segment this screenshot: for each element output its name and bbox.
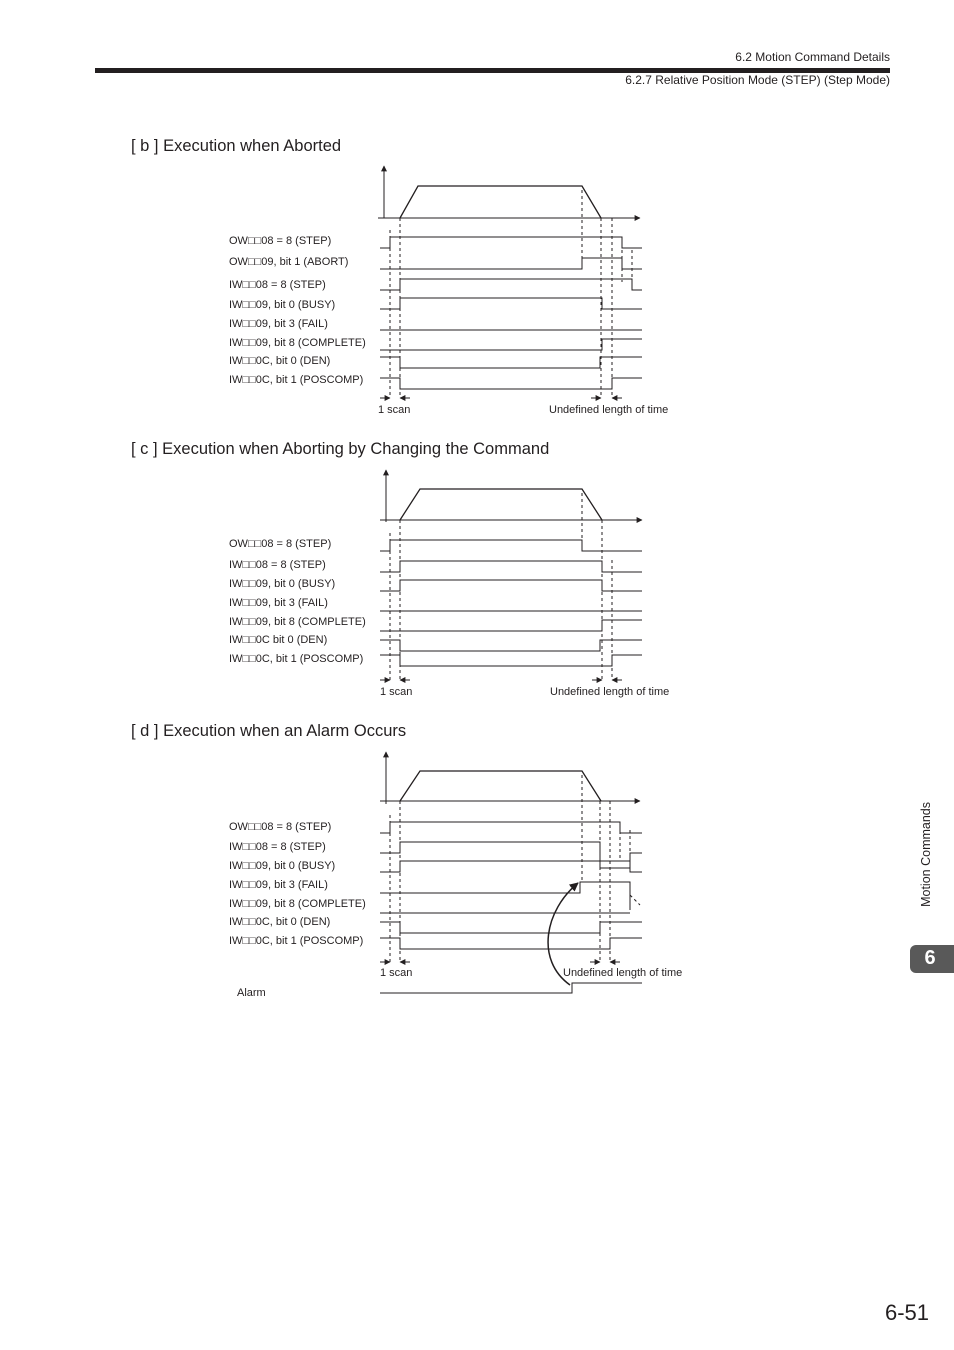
label-b-1: OW□□08 = 8 (STEP) [229,235,332,247]
label-c-5: IW□□09, bit 8 (COMPLETE) [229,616,366,628]
wave-d-den [380,922,642,933]
label-d-2: IW□□08 = 8 (STEP) [229,841,326,853]
speed-profile-b [400,186,601,218]
wave-b-poscomp [380,378,642,389]
wave-d-ow08 [380,822,642,833]
chapter-tab [910,945,954,973]
wave-c-iw08 [380,561,642,572]
section-d-title: [ d ] Execution when an Alarm Occurs [131,722,407,740]
label-d-6: IW□□0C, bit 0 (DEN) [229,916,331,928]
label-c-4: IW□□09, bit 3 (FAIL) [229,597,328,609]
wave-b-complete [380,339,642,350]
scan-label-b: 1 scan [378,404,411,416]
chapter-number: 6 [924,947,936,969]
wave-c-complete [380,620,642,631]
header-subsection: 6.2.7 Relative Position Mode (STEP) (Step Mode) [625,73,890,87]
chapter-title-vertical: Motion Commands [919,802,933,907]
wave-c-poscomp [380,655,642,666]
undefined-label-c: Undefined length of time [550,686,670,698]
speed-profile-d [400,771,601,801]
wave-b-den [380,357,642,368]
page-number: 6-51 [884,1300,929,1325]
label-c-6: IW□□0C bit 0 (DEN) [229,634,328,646]
diagram-d [380,752,642,993]
wave-d-alarm [380,983,642,993]
wave-d-busy [380,861,642,872]
label-d-7: IW□□0C, bit 1 (POSCOMP) [229,935,364,947]
label-d-5: IW□□09, bit 8 (COMPLETE) [229,898,366,910]
alarm-label: Alarm [237,987,266,999]
label-d-3: IW□□09, bit 0 (BUSY) [229,860,336,872]
section-b-title: [ b ] Execution when Aborted [131,137,342,155]
scan-label-d: 1 scan [380,967,413,979]
speed-profile-c [400,489,602,520]
label-b-8: IW□□0C, bit 1 (POSCOMP) [229,374,364,386]
label-b-2: OW□□09, bit 1 (ABORT) [229,256,349,268]
label-b-3: IW□□08 = 8 (STEP) [229,279,326,291]
wave-b-busy [380,298,642,309]
scan-label-c: 1 scan [380,686,413,698]
label-b-4: IW□□09, bit 0 (BUSY) [229,299,336,311]
diagram-d-labels [229,821,682,999]
wave-b-abort [380,258,642,269]
label-b-5: IW□□09, bit 3 (FAIL) [229,318,328,330]
wave-c-den [380,640,642,651]
wave-c-busy [380,580,642,591]
label-d-4: IW□□09, bit 3 (FAIL) [229,879,328,891]
section-c-title: [ c ] Execution when Aborting by Changing the Command [131,440,550,458]
label-c-1: OW□□08 = 8 (STEP) [229,538,332,550]
wave-c-ow08 [380,540,642,551]
label-c-2: IW□□08 = 8 (STEP) [229,559,326,571]
label-c-7: IW□□0C, bit 1 (POSCOMP) [229,653,364,665]
wave-b-ow08 [380,237,642,248]
diagram-c [380,470,642,680]
diagram-c-labels [229,538,669,698]
label-b-6: IW□□09, bit 8 (COMPLETE) [229,337,366,349]
undefined-label-b: Undefined length of time [549,404,669,416]
label-b-7: IW□□0C, bit 0 (DEN) [229,355,331,367]
label-c-3: IW□□09, bit 0 (BUSY) [229,578,336,590]
wave-d-iw08 [380,842,642,868]
undefined-label-d: Undefined length of time [563,967,683,979]
wave-b-iw08 [380,279,642,290]
wave-d-fail [380,882,630,910]
label-d-1: OW□□08 = 8 (STEP) [229,821,332,833]
wave-d-poscomp [380,938,642,949]
diagram-b [378,166,642,398]
header-section: 6.2 Motion Command Details [735,50,890,64]
